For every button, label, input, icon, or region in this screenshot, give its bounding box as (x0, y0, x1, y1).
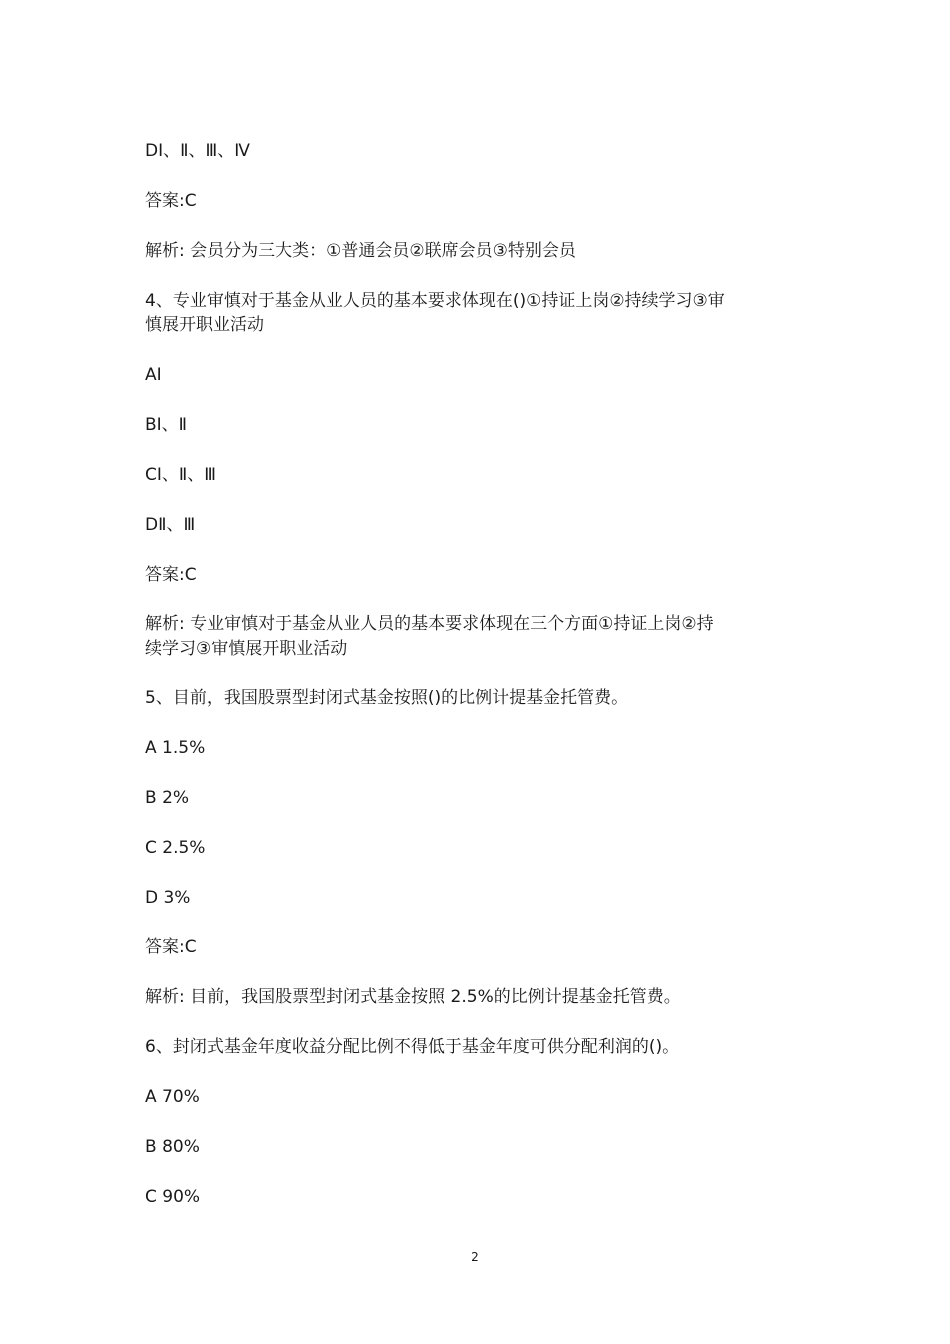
q6-question: 6、封闭式基金年度收益分配比例不得低于基金年度可供分配利润的()。 (145, 1037, 680, 1057)
page-number: 2 (471, 1250, 479, 1264)
q5-answer: 答案:C (145, 937, 197, 957)
q5-question: 5、目前，我国股票型封闭式基金按照()的比例计提基金托管费。 (145, 688, 629, 708)
q6-option-c: C 90% (145, 1187, 201, 1207)
q6-option-a: A 70% (145, 1087, 200, 1107)
q4-option-b: BⅠ、Ⅱ (145, 415, 188, 435)
q3-explanation: 解析: 会员分为三大类：①普通会员②联席会员③特别会员 (145, 241, 576, 261)
q5-option-b: B 2% (145, 788, 190, 808)
q3-option-d: DⅠ、Ⅱ、Ⅲ、Ⅳ (145, 141, 250, 161)
q4-explanation-line2: 续学习③审慎展开职业活动 (145, 639, 348, 659)
q4-question-line2: 慎展开职业活动 (145, 315, 264, 335)
q6-option-b: B 80% (145, 1137, 200, 1157)
q4-option-c: CⅠ、Ⅱ、Ⅲ (145, 465, 216, 485)
q5-option-d: D 3% (145, 888, 191, 908)
q5-option-c: C 2.5% (145, 838, 206, 858)
q4-option-d: DⅡ、Ⅲ (145, 515, 196, 535)
q3-answer: 答案:C (145, 191, 197, 211)
q4-question-line1: 4、专业审慎对于基金从业人员的基本要求体现在()①持证上岗②持续学习③审 (145, 291, 725, 311)
q4-answer: 答案:C (145, 565, 197, 585)
q5-option-a: A 1.5% (145, 738, 206, 758)
q4-explanation-line1: 解析: 专业审慎对于基金从业人员的基本要求体现在三个方面①持证上岗②持 (145, 614, 714, 634)
q5-explanation: 解析: 目前，我国股票型封闭式基金按照 2.5%的比例计提基金托管费。 (145, 987, 681, 1007)
q4-option-a: AⅠ (145, 365, 162, 385)
